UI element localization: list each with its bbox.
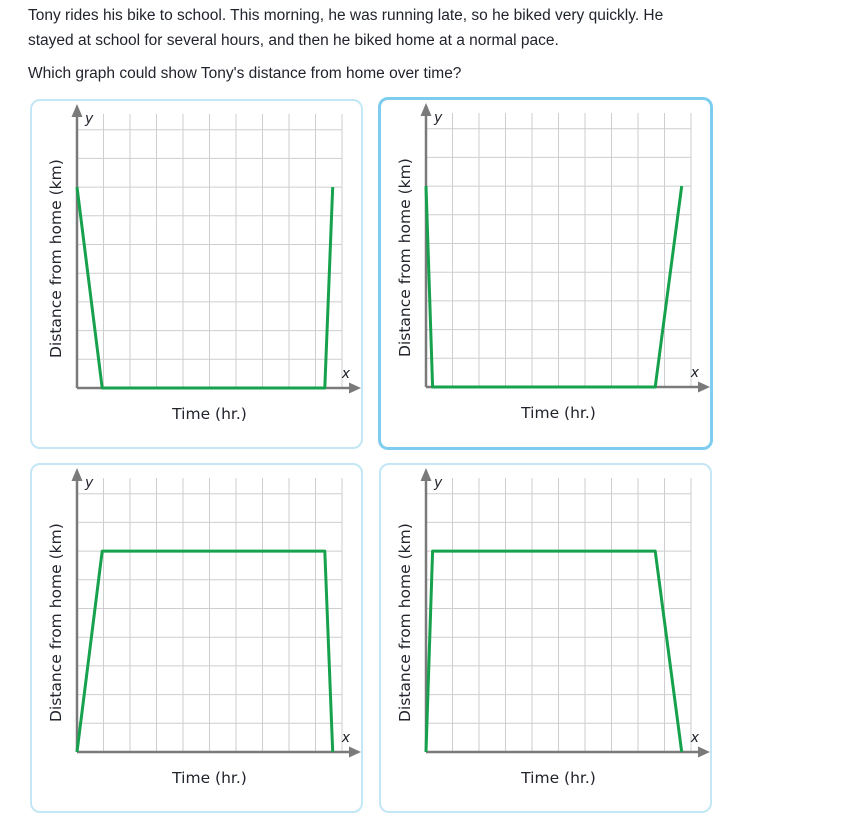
answer-option-b[interactable]: [378, 97, 713, 450]
y-axis-arrowhead-icon: [72, 468, 83, 481]
distance-line: [77, 187, 333, 388]
grid-lines: [77, 114, 342, 388]
distance-line: [426, 551, 682, 752]
y-axis-letter: y: [85, 475, 94, 491]
x-axis-title: Time (hr.): [172, 405, 247, 423]
question-line-1: Tony rides his bike to school. This morning, he was running late, so he biked very quickly. He: [28, 7, 664, 24]
y-axis-title: Distance from home (km): [47, 523, 65, 723]
x-axis-arrowhead-icon: [349, 747, 361, 758]
y-axis-arrowhead-icon: [421, 468, 432, 481]
x-axis-arrowhead-icon: [698, 747, 710, 758]
question-line-2: stayed at school for several hours, and then he biked home at a normal pace.: [28, 32, 559, 49]
x-axis-arrowhead-icon: [698, 382, 710, 393]
y-axis-arrowhead-icon: [421, 103, 432, 116]
x-axis-letter: x: [341, 366, 350, 382]
graph-plot-c: [32, 465, 361, 765]
answer-option-d[interactable]: [379, 463, 712, 813]
graph-plot-d: [381, 465, 710, 765]
x-axis-title: Time (hr.): [172, 769, 247, 787]
y-axis-letter: y: [85, 111, 94, 127]
distance-line: [426, 186, 682, 387]
y-axis-letter: y: [434, 110, 443, 126]
x-axis-letter: x: [341, 730, 350, 746]
grid-lines: [426, 113, 691, 387]
y-axis-title: Distance from home (km): [396, 158, 414, 358]
answer-option-c[interactable]: [30, 463, 363, 813]
distance-line: [77, 551, 333, 752]
x-axis-letter: x: [690, 730, 699, 746]
y-axis-arrowhead-icon: [72, 104, 83, 117]
grid-lines: [426, 478, 691, 752]
question-prompt: Which graph could show Tony's distance from home over time?: [28, 65, 462, 82]
y-axis-title: Distance from home (km): [47, 159, 65, 359]
graph-plot-a: [32, 101, 361, 401]
x-axis-letter: x: [690, 365, 699, 381]
x-axis-title: Time (hr.): [521, 769, 596, 787]
x-axis-arrowhead-icon: [349, 383, 361, 394]
graph-plot-b: [381, 100, 710, 400]
y-axis-title: Distance from home (km): [396, 523, 414, 723]
grid-lines: [77, 478, 342, 752]
answer-option-a[interactable]: [30, 99, 363, 449]
question-text: [28, 3, 838, 53]
y-axis-letter: y: [434, 475, 443, 491]
x-axis-title: Time (hr.): [521, 404, 596, 422]
